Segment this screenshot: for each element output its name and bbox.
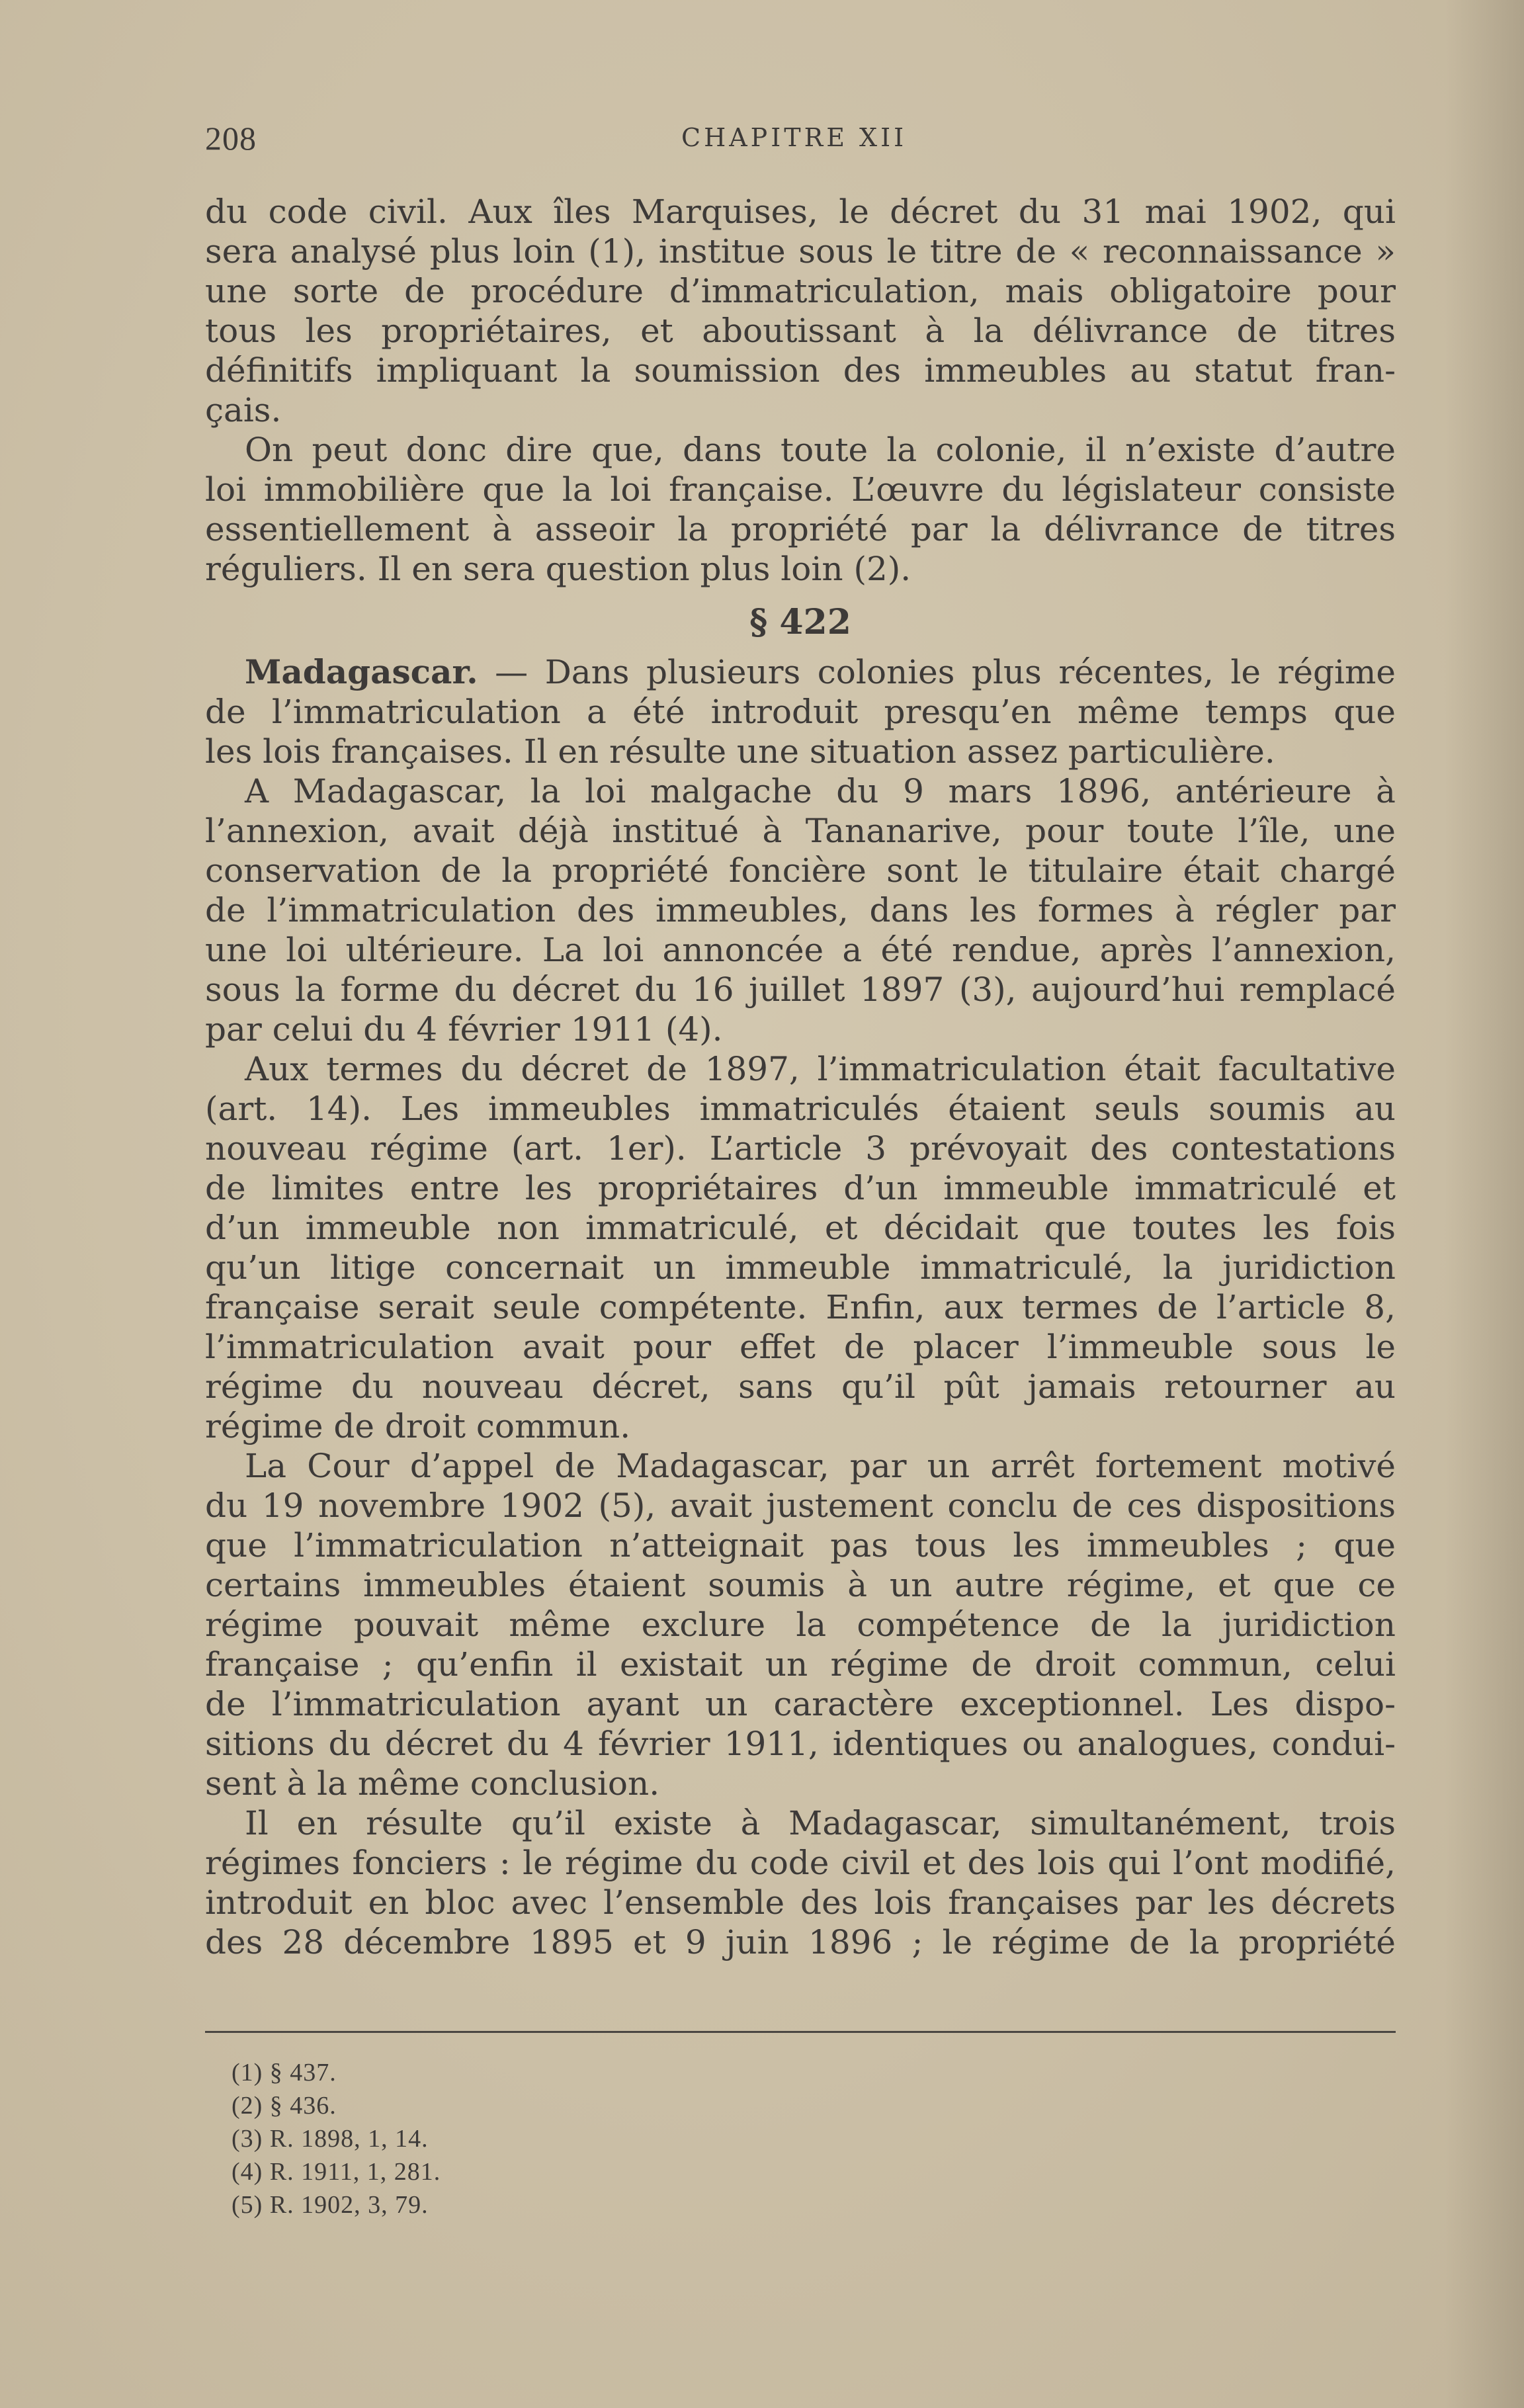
text-line: de l’immatriculation ayant un caractère exceptionnel. Les dispo- — [205, 1685, 1396, 1723]
text-line: réguliers. Il en sera question plus loin (2). — [205, 550, 911, 588]
text-line: qu’un litige concernait un immeuble immatriculé, la juridiction — [205, 1248, 1396, 1287]
text-line: sous la forme du décret du 16 juillet 1897 (3), aujourd’hui remplacé — [205, 970, 1396, 1009]
text-line: Aux termes du décret de 1897, l’immatriculation était facultative — [245, 1050, 1396, 1088]
text-line: de l’immatriculation des immeubles, dans les formes à régler par — [205, 891, 1396, 929]
text-line: conservation de la propriété foncière sont le titulaire était chargé — [205, 851, 1396, 890]
text-line: essentiellement à asseoir la propriété par la délivrance de titres — [205, 510, 1396, 548]
text-line: Il en résulte qu’il existe à Madagascar, simultanément, trois — [245, 1804, 1396, 1842]
page-header — [205, 119, 1396, 159]
text-line: l’annexion, avait déjà institué à Tananarive, pour toute l’île, une — [205, 812, 1396, 850]
text-line: loi immobilière que la loi française. L’œuvre du législateur consiste — [205, 470, 1396, 509]
text-line: (art. 14). Les immeubles immatriculés étaient seuls soumis au — [205, 1090, 1396, 1128]
text-line: régime pouvait même exclure la compétence de la juridiction — [205, 1606, 1396, 1644]
section-lead-term: Madagascar. — [245, 652, 478, 691]
text-line: une loi ultérieure. La loi annoncée a été rendue, après l’annexion, — [205, 931, 1396, 969]
text-line: des 28 décembre 1895 et 9 juin 1896 ; le régime de la propriété — [205, 1923, 1396, 1961]
text-line: de limites entre les propriétaires d’un immeuble immatriculé et — [205, 1169, 1396, 1207]
text-line: sitions du décret du 4 février 1911, identiques ou analogues, condui- — [205, 1725, 1396, 1763]
text-line: française ; qu’enfin il existait un régime de droit commun, celui — [205, 1645, 1396, 1684]
text-line: La Cour d’appel de Madagascar, par un arrêt fortement motivé — [245, 1447, 1396, 1485]
text-line: tous les propriétaires, et aboutissant à la délivrance de titres — [205, 312, 1396, 350]
text-line: de l’immatriculation a été introduit presqu’en même temps que — [205, 693, 1396, 731]
footnote-divider — [205, 2031, 1396, 2033]
text-line: On peut donc dire que, dans toute la colonie, il n’existe d’autre — [245, 431, 1396, 469]
text-line: d’un immeuble non immatriculé, et décidait que toutes les fois — [205, 1209, 1396, 1247]
footnote: (1) § 437. — [232, 2059, 337, 2086]
running-head: CHAPITRE XII — [681, 123, 908, 152]
text-line: régime du nouveau décret, sans qu’il pût jamais retourner au — [205, 1367, 1396, 1406]
text-line: française serait seule compétente. Enfin, aux termes de l’article 8, — [205, 1288, 1396, 1326]
text-line: que l’immatriculation n’atteignait pas tous les immeubles ; que — [205, 1526, 1396, 1565]
footnote: (3) R. 1898, 1, 14. — [232, 2125, 429, 2153]
text-line: introduit en bloc avec l’ensemble des lois françaises par les décrets — [205, 1883, 1396, 1922]
footnote: (4) R. 1911, 1, 281. — [232, 2158, 441, 2186]
footnote: (5) R. 1902, 3, 79. — [232, 2191, 429, 2219]
page-number: 208 — [205, 120, 257, 157]
text-line: les lois françaises. Il en résulte une situation assez particulière. — [205, 732, 1275, 771]
text-line: une sorte de procédure d’immatriculation, mais obligatoire pour — [205, 272, 1396, 310]
page-edge-shadow — [1445, 0, 1524, 2408]
text-line: sent à la même conclusion. — [205, 1764, 660, 1803]
text-line: du code civil. Aux îles Marquises, le décret du 31 mai 1902, qui — [205, 193, 1396, 231]
text-line: nouveau régime (art. 1er). L’article 3 prévoyait des contestations — [205, 1129, 1396, 1168]
text-line: certains immeubles étaient soumis à un autre régime, et que ce — [205, 1566, 1396, 1604]
text-line: régime de droit commun. — [205, 1407, 631, 1445]
text-line: régimes fonciers : le régime du code civil et des lois qui l’ont modifié, — [205, 1844, 1396, 1882]
text-line: du 19 novembre 1902 (5), avait justement conclu de ces dispositions — [205, 1486, 1396, 1525]
text-line: définitifs impliquant la soumission des immeubles au statut fran- — [205, 351, 1396, 390]
text-line: A Madagascar, la loi malgache du 9 mars 1896, antérieure à — [245, 772, 1396, 810]
section-lead-rest: — Dans plusieurs colonies plus récentes, le régime — [478, 653, 1396, 691]
footnotes — [232, 2056, 827, 2221]
text-line: l’immatriculation avait pour effet de placer l’immeuble sous le — [205, 1328, 1396, 1366]
section-heading: § 422 — [749, 602, 851, 642]
text-line: par celui du 4 février 1911 (4). — [205, 1010, 723, 1049]
text-line: sera analysé plus loin (1), institue sous le titre de « reconnaissance » — [205, 232, 1396, 271]
text-line: çais. — [205, 391, 282, 429]
section-lead-line — [205, 652, 1396, 692]
footnote: (2) § 436. — [232, 2092, 337, 2120]
body-text — [205, 192, 1396, 1962]
